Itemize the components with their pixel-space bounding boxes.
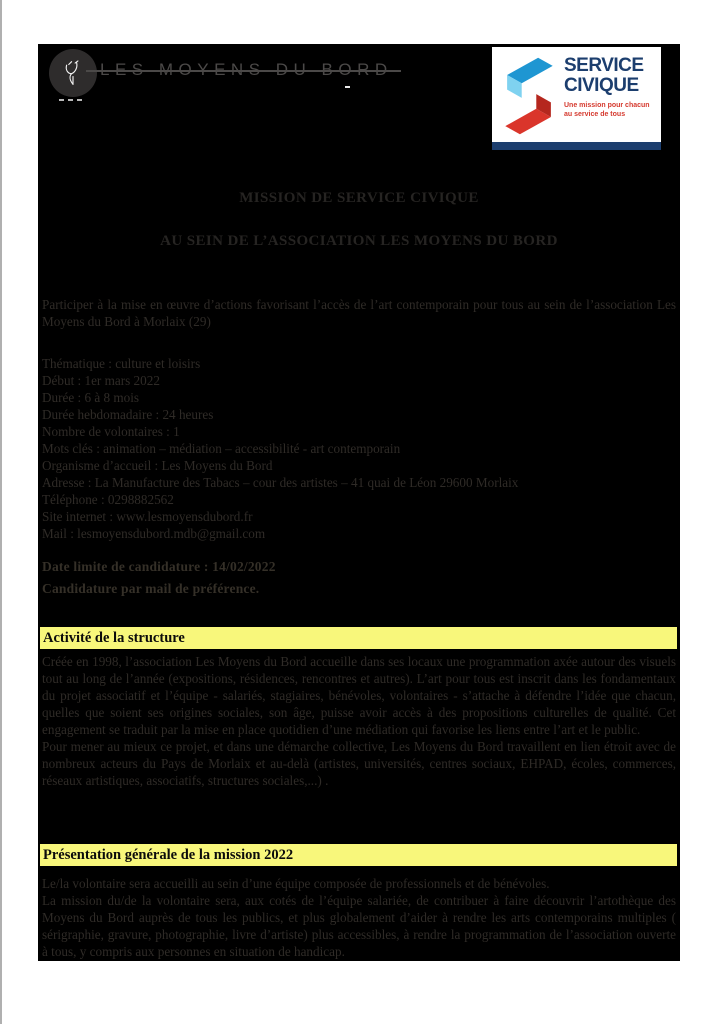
detail-telephone: Téléphone : 0298882562 [42,492,174,507]
page-edge-line [0,0,2,1024]
intro-paragraph: Participer à la mise en œuvre d’actions favorisant l’accès de l’art contemporain pour tous au sein de l’association Les Moyens du Bord à Morlaix (29) [42,297,676,329]
detail-volontaires: Nombre de volontaires : 1 [42,424,180,439]
scan-speck [345,86,350,88]
detail-duree: Durée : 6 à 8 mois [42,390,140,405]
deadline-mail-pref: Candidature par mail de préférence. [42,581,260,596]
section-heading-presentation: Présentation générale de la mission 2022 [40,844,677,866]
paragraph-mission: La mission du/de la volontaire sera, aux cotés de l’équipe salariée, de contribuer à faire découvrir l’artothèque des Moyens du Bord auprès de tous les publics, et plus globalement d’aider à rendre les arts contemporains multiples ( sérigraphie, gravure, photographie, livre d’artiste) plus accessibles, à rendre la programmation de l’association ouverte à tous, y compris aux personnes en situation de handicap. [42,893,676,959]
brand-doodle-icon [56,56,90,90]
detail-duree-hebdo: Durée hebdomadaire : 24 heures [42,407,214,422]
document-title-line2: AU SEIN DE L’ASSOCIATION LES MOYENS DU BORD [160,233,558,249]
detail-thematique: Thématique : culture et loisirs [42,356,201,371]
brand-logo-circle [49,49,97,97]
service-civique-tagline [564,101,659,119]
detail-mail: Mail : lesmoyensdubord.mdb@gmail.com [42,526,266,541]
service-civique-logo [492,47,661,150]
detail-debut: Début : 1er mars 2022 [42,373,160,388]
paragraph-equipe: Le/la volontaire sera accueilli au sein d’une équipe composée de professionnels et de bénévoles. [42,876,550,891]
section-activite-body [42,653,676,789]
service-civique-bottom-bar [492,142,661,150]
service-civique-word1: SERVICE [564,55,644,76]
brand-wordmark [100,58,393,82]
service-civique-text [564,56,659,119]
service-civique-s-icon [498,52,560,140]
section-heading-activite: Activité de la structure [40,627,677,649]
detail-site: Site internet : www.lesmoyensdubord.fr [42,509,253,524]
detail-organisme: Organisme d’accueil : Les Moyens du Bord [42,458,273,473]
paragraph-structure: Créée en 1998, l’association Les Moyens du Bord accueille dans ses locaux une programmation axée autour des visuels tout au long de l’année (expositions, résidences, rencontres et autres). L’art pour tous est inscrit dans les fondamentaux du projet associatif et l’équipe - salariés, stagiaires, bénévoles, volontaires - s’attache à défendre l’idée que chacun, quelles que soient ses origines sociales, son âge, puisse avoir accès à des propositions culturelles de qualité. Cet engagement se traduit par la mise en place quotidien d’une médiation qui favorise les liens entre l’art et le public. [42,654,676,737]
detail-adresse: Adresse : La Manufacture des Tabacs – cour des artistes – 41 quai de Léon 29600 Morlaix [42,475,519,490]
brand-strikethrough-line [86,70,401,72]
paragraph-partenaires: Pour mener au mieux ce projet, et dans une démarche collective, Les Moyens du Bord travaillent en lien étroit avec de nombreux acteurs du Pays de Morlaix et au-delà (artistes, universités, centres sociaux, EHPAD, écoles, commerces, réseaux artistiques, associatifs, structures sociales,...) . [42,739,676,788]
tagline-line1: Une mission pour chacun [564,102,650,109]
document [38,44,680,961]
document-title-line1: MISSION DE SERVICE CIVIQUE [239,190,479,206]
detail-mots-cles: Mots clés : animation – médiation – accessibilité - art contemporain [42,441,401,456]
tagline-line2: au service de tous [564,111,626,118]
section-presentation-body [42,875,676,960]
service-civique-word2: CIVIQUE [564,75,639,96]
mission-details-list [42,355,676,542]
logo-pen-marks [59,99,82,101]
deadline-date: Date limite de candidature : 14/02/2022 [42,559,276,574]
